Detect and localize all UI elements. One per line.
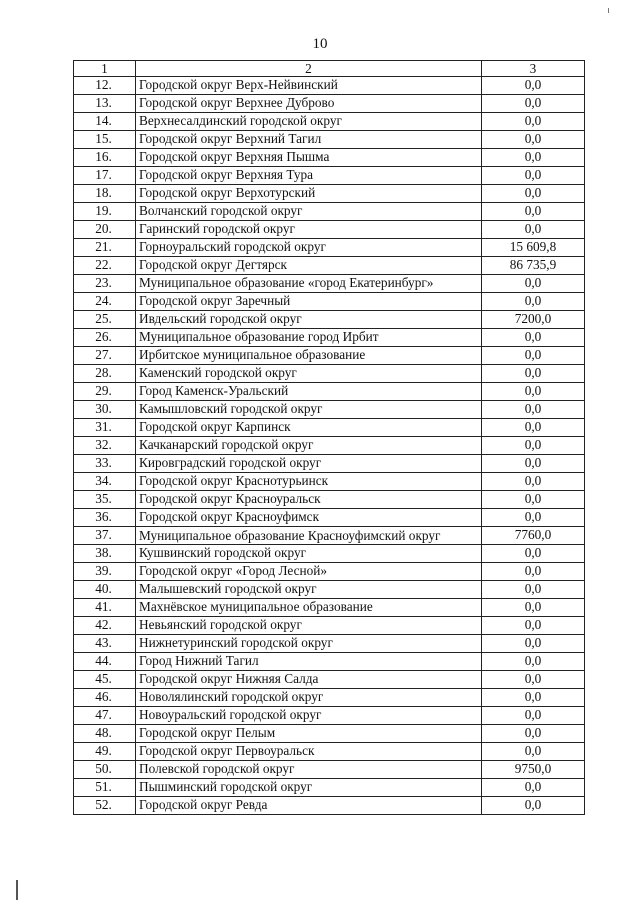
table-row (74, 689, 585, 707)
row-name: Городской округ Верх-Нейвинский (136, 77, 482, 95)
table-row (74, 797, 585, 815)
table-row (74, 77, 585, 95)
row-name: Верхнесалдинский городской округ (136, 113, 482, 131)
table-row (74, 599, 585, 617)
row-value: 0,0 (482, 95, 585, 113)
row-number: 31. (74, 419, 136, 437)
table-row (74, 329, 585, 347)
row-value: 9750,0 (482, 761, 585, 779)
row-name: Городской округ Карпинск (136, 419, 482, 437)
table-row (74, 473, 585, 491)
row-value: 0,0 (482, 293, 585, 311)
scan-edge-mark (16, 880, 18, 900)
table-row (74, 401, 585, 419)
table-row (74, 527, 585, 545)
column-header-number: 1 (74, 61, 136, 77)
row-number: 12. (74, 77, 136, 95)
table-row (74, 167, 585, 185)
table-row (74, 563, 585, 581)
row-name: Малышевский городской округ (136, 581, 482, 599)
table-row (74, 653, 585, 671)
row-name: Городской округ Верхний Тагил (136, 131, 482, 149)
row-number: 24. (74, 293, 136, 311)
row-number: 17. (74, 167, 136, 185)
table-row (74, 437, 585, 455)
row-number: 18. (74, 185, 136, 203)
row-value: 0,0 (482, 671, 585, 689)
row-name: Кировградский городской округ (136, 455, 482, 473)
row-name: Новолялинский городской округ (136, 689, 482, 707)
table-header-row (74, 61, 585, 77)
row-name: Муниципальное образование «город Екатеринбург» (136, 275, 482, 293)
row-number: 49. (74, 743, 136, 761)
row-name: Камышловский городской округ (136, 401, 482, 419)
row-name: Городской округ Краснотурьинск (136, 473, 482, 491)
row-number: 48. (74, 725, 136, 743)
table-row (74, 275, 585, 293)
row-number: 16. (74, 149, 136, 167)
row-name: Городской округ Верхнее Дуброво (136, 95, 482, 113)
row-name: Городской округ Заречный (136, 293, 482, 311)
table-row (74, 671, 585, 689)
table-row (74, 347, 585, 365)
row-name: Невьянский городской округ (136, 617, 482, 635)
row-value: 0,0 (482, 167, 585, 185)
row-name: Городской округ Дегтярск (136, 257, 482, 275)
row-value: 0,0 (482, 797, 585, 815)
row-number: 39. (74, 563, 136, 581)
row-number: 42. (74, 617, 136, 635)
row-name: Городской округ «Город Лесной» (136, 563, 482, 581)
row-number: 38. (74, 545, 136, 563)
row-number: 21. (74, 239, 136, 257)
row-name: Городской округ Верхняя Пышма (136, 149, 482, 167)
table-row (74, 131, 585, 149)
row-name: Каменский городской округ (136, 365, 482, 383)
row-number: 46. (74, 689, 136, 707)
row-value: 0,0 (482, 689, 585, 707)
row-number: 15. (74, 131, 136, 149)
table-row (74, 491, 585, 509)
column-header-value: 3 (482, 61, 585, 77)
row-number: 37. (74, 527, 136, 545)
row-number: 28. (74, 365, 136, 383)
row-value: 0,0 (482, 617, 585, 635)
table-row (74, 581, 585, 599)
row-value: 0,0 (482, 131, 585, 149)
row-value: 0,0 (482, 581, 585, 599)
row-value: 0,0 (482, 509, 585, 527)
row-value: 0,0 (482, 419, 585, 437)
row-value: 86 735,9 (482, 257, 585, 275)
table-body (74, 77, 585, 815)
allocation-table (73, 60, 585, 815)
row-value: 0,0 (482, 185, 585, 203)
row-number: 43. (74, 635, 136, 653)
table-row (74, 239, 585, 257)
row-value: 0,0 (482, 275, 585, 293)
row-value: 0,0 (482, 563, 585, 581)
row-number: 22. (74, 257, 136, 275)
row-value: 0,0 (482, 743, 585, 761)
table-row (74, 725, 585, 743)
row-number: 45. (74, 671, 136, 689)
row-value: 0,0 (482, 455, 585, 473)
row-value: 7760,0 (482, 527, 585, 545)
row-name: Новоуральский городской округ (136, 707, 482, 725)
table-row (74, 545, 585, 563)
row-name: Махнёвское муниципальное образование (136, 599, 482, 617)
table-row (74, 365, 585, 383)
row-number: 27. (74, 347, 136, 365)
table-row (74, 509, 585, 527)
table-row (74, 383, 585, 401)
row-value: 0,0 (482, 149, 585, 167)
row-name: Пышминский городской округ (136, 779, 482, 797)
table-row (74, 95, 585, 113)
row-number: 51. (74, 779, 136, 797)
row-name: Городской округ Нижняя Салда (136, 671, 482, 689)
row-value: 0,0 (482, 653, 585, 671)
row-number: 13. (74, 95, 136, 113)
row-name: Ивдельский городской округ (136, 311, 482, 329)
table-row (74, 257, 585, 275)
row-name: Нижнетуринский городской округ (136, 635, 482, 653)
row-number: 30. (74, 401, 136, 419)
row-name: Горноуральский городской округ (136, 239, 482, 257)
table-row (74, 617, 585, 635)
page-number: 10 (312, 36, 328, 52)
row-name: Волчанский городской округ (136, 203, 482, 221)
row-name: Гаринский городской округ (136, 221, 482, 239)
row-value: 0,0 (482, 365, 585, 383)
row-name: Городской округ Верхотурский (136, 185, 482, 203)
row-number: 34. (74, 473, 136, 491)
row-name: Городской округ Красноуральск (136, 491, 482, 509)
column-header-name: 2 (136, 61, 482, 77)
row-number: 47. (74, 707, 136, 725)
row-value: 0,0 (482, 77, 585, 95)
row-number: 32. (74, 437, 136, 455)
table-row (74, 185, 585, 203)
row-number: 33. (74, 455, 136, 473)
table-row (74, 203, 585, 221)
row-value: 0,0 (482, 545, 585, 563)
row-value: 0,0 (482, 329, 585, 347)
row-number: 26. (74, 329, 136, 347)
row-number: 19. (74, 203, 136, 221)
row-name: Качканарский городской округ (136, 437, 482, 455)
row-value: 0,0 (482, 437, 585, 455)
row-number: 29. (74, 383, 136, 401)
row-number: 23. (74, 275, 136, 293)
row-value: 0,0 (482, 491, 585, 509)
row-name: Городской округ Пелым (136, 725, 482, 743)
row-name: Муниципальное образование Красноуфимский округ (136, 527, 482, 545)
row-number: 20. (74, 221, 136, 239)
row-value: 0,0 (482, 725, 585, 743)
row-value: 7200,0 (482, 311, 585, 329)
row-name: Городской округ Первоуральск (136, 743, 482, 761)
row-value: 0,0 (482, 401, 585, 419)
row-name: Полевской городской округ (136, 761, 482, 779)
table-row (74, 761, 585, 779)
scan-mark (608, 8, 609, 13)
row-value: 0,0 (482, 779, 585, 797)
table-row (74, 311, 585, 329)
row-number: 44. (74, 653, 136, 671)
row-number: 52. (74, 797, 136, 815)
row-name: Городской округ Ревда (136, 797, 482, 815)
row-number: 14. (74, 113, 136, 131)
row-name: Муниципальное образование город Ирбит (136, 329, 482, 347)
row-number: 41. (74, 599, 136, 617)
row-name: Город Нижний Тагил (136, 653, 482, 671)
row-value: 0,0 (482, 203, 585, 221)
table-row (74, 293, 585, 311)
table-row (74, 779, 585, 797)
row-number: 25. (74, 311, 136, 329)
table-row (74, 419, 585, 437)
row-value: 0,0 (482, 635, 585, 653)
row-value: 0,0 (482, 347, 585, 365)
table-row (74, 707, 585, 725)
table-row (74, 113, 585, 131)
row-number: 40. (74, 581, 136, 599)
table-row (74, 455, 585, 473)
row-name: Ирбитское муниципальное образование (136, 347, 482, 365)
row-name: Кушвинский городской округ (136, 545, 482, 563)
row-value: 15 609,8 (482, 239, 585, 257)
row-number: 50. (74, 761, 136, 779)
table-row (74, 221, 585, 239)
row-number: 36. (74, 509, 136, 527)
table-row (74, 635, 585, 653)
row-value: 0,0 (482, 221, 585, 239)
row-name: Городской округ Верхняя Тура (136, 167, 482, 185)
table-row (74, 743, 585, 761)
row-name: Городской округ Красноуфимск (136, 509, 482, 527)
table-row (74, 149, 585, 167)
row-value: 0,0 (482, 707, 585, 725)
row-number: 35. (74, 491, 136, 509)
row-value: 0,0 (482, 383, 585, 401)
row-value: 0,0 (482, 113, 585, 131)
row-value: 0,0 (482, 473, 585, 491)
row-name: Город Каменск-Уральский (136, 383, 482, 401)
row-value: 0,0 (482, 599, 585, 617)
